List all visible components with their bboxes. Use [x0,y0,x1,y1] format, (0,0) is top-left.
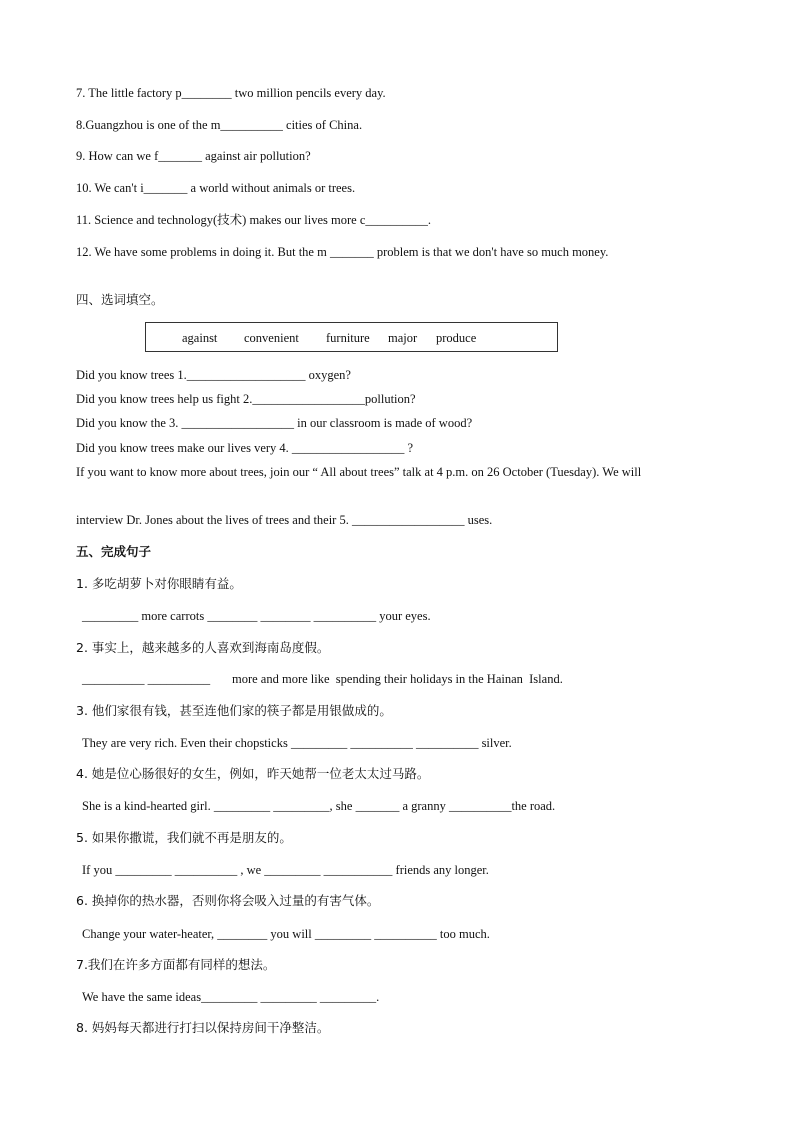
sentence-prompt-6: 6. 换掉你的热水器，否则你将会吸入过量的有害气体。 [76,893,380,908]
sentence-answer-6: Change your water-heater, ________ you will _________ __________ too much. [82,927,490,941]
sentence-answer-1: _________ more carrots ________ ________ __________ your eyes. [82,609,431,623]
question-9: 9. How can we f_______ against air pollution? [76,149,311,163]
question-7: 7. The little factory p________ two million pencils every day. [76,86,386,100]
sentence-prompt-8: 8. 妈妈每天都进行打扫以保持房间干净整洁。 [76,1020,330,1035]
cloze-line-5: If you want to know more about trees, join our “ All about trees” talk at 4 p.m. on 26 October (Tuesday). We will [76,465,642,479]
cloze-line-1: Did you know trees 1.___________________ oxygen? [76,368,351,382]
sentence-answer-4: She is a kind-hearted girl. _________ _________, she _______ a granny __________the road. [82,799,556,813]
question-10: 10. We can't i_______ a world without animals or trees. [76,181,356,195]
question-11: 11. Science and technology(技术) makes our lives more c__________. [76,213,432,227]
sentence-prompt-4: 4. 她是位心肠很好的女生，例如，昨天她帮一位老太太过马路。 [76,766,430,781]
word-bank-word: furniture [326,331,370,345]
cloze-line-4: Did you know trees make our lives very 4. __________________ ? [76,441,414,455]
sentence-answer-2: __________ __________ more and more like spending their holidays in the Hainan Island. [82,672,563,686]
cloze-line-6: interview Dr. Jones about the lives of trees and their 5. __________________ uses. [76,513,493,527]
sentence-prompt-2: 2. 事实上，越来越多的人喜欢到海南岛度假。 [76,640,330,655]
word-bank-word: against [182,331,218,345]
cloze-line-2: Did you know trees help us fight 2.__________________pollution? [76,392,416,406]
sentence-prompt-1: 1. 多吃胡萝卜对你眼睛有益。 [76,576,242,591]
word-bank-word: major [388,331,418,345]
section-five-heading: 五、完成句子 [76,544,152,559]
question-12: 12. We have some problems in doing it. But the m _______ problem is that we don't have so much money. [76,245,609,259]
sentence-prompt-3: 3. 他们家很有钱，甚至连他们家的筷子都是用银做成的。 [76,703,392,718]
sentence-answer-3: They are very rich. Even their chopsticks _________ __________ __________ silver. [82,736,512,750]
cloze-line-3: Did you know the 3. __________________ in our classroom is made of wood? [76,416,473,430]
sentence-prompt-7: 7.我们在许多方面都有同样的想法。 [76,957,276,972]
word-bank-word: convenient [244,331,299,345]
question-8: 8.Guangzhou is one of the m__________ cities of China. [76,118,363,132]
word-bank-word: produce [436,331,477,345]
sentence-answer-5: If you _________ __________ , we _________ ___________ friends any longer. [82,863,489,877]
sentence-prompt-5: 5. 如果你撒谎，我们就不再是朋友的。 [76,830,292,845]
section-four-heading: 四、选词填空。 [76,292,164,307]
word-bank-box [145,322,558,352]
sentence-answer-7: We have the same ideas_________ _________ _________. [82,990,380,1004]
